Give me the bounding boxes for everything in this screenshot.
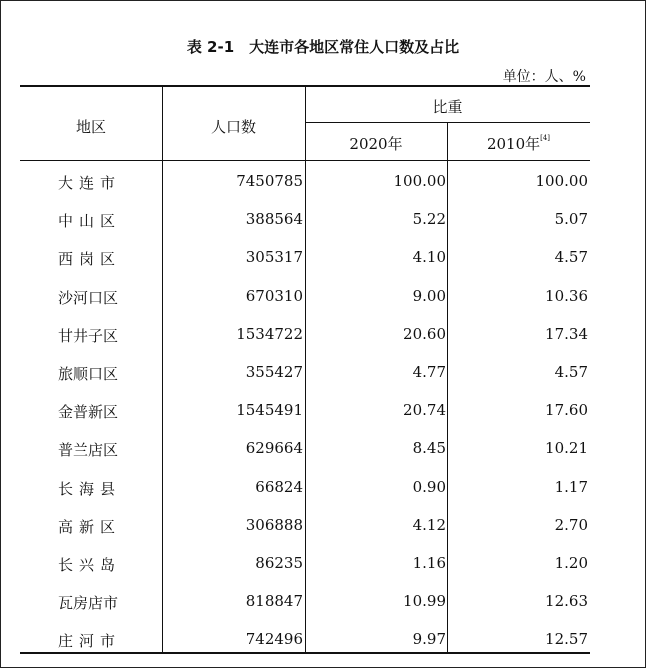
share-2010-cell: 1.20 — [554, 553, 588, 572]
table-row — [20, 621, 590, 659]
share-2020-cell: 1.16 — [412, 553, 446, 572]
table-row — [20, 583, 590, 621]
region-cell: 长兴岛 — [58, 555, 122, 574]
population-cell: 670310 — [245, 286, 303, 305]
table-row — [20, 163, 590, 201]
region-cell: 沙河口区 — [58, 288, 119, 307]
share-2010-cell: 5.07 — [554, 210, 588, 229]
region-cell: 西岗区 — [58, 250, 122, 269]
header-region: 地区 — [75, 118, 106, 136]
share-2020-cell: 10.99 — [403, 592, 446, 611]
population-cell: 7450785 — [236, 172, 303, 190]
header-year-2020: 2020年 — [349, 135, 403, 153]
population-cell: 742496 — [245, 630, 303, 649]
share-2010-cell: 2.70 — [554, 515, 588, 534]
unit-label: 单位：人、% — [502, 69, 586, 85]
table-row — [20, 201, 590, 239]
share-2010-cell: 4.57 — [554, 362, 588, 381]
table-row — [20, 278, 590, 316]
share-2020-cell: 4.12 — [412, 515, 446, 534]
region-cell: 旅顺口区 — [58, 364, 119, 383]
header-year-2010 — [447, 133, 590, 154]
region-cell: 中山区 — [58, 212, 122, 231]
population-cell: 305317 — [245, 248, 303, 267]
population-cell: 306888 — [245, 515, 303, 534]
share-2020-cell: 100.00 — [393, 172, 446, 190]
share-2010-cell: 10.21 — [545, 439, 588, 458]
table-row — [20, 430, 590, 468]
region-cell: 普兰店区 — [58, 441, 119, 460]
share-2020-cell: 5.22 — [412, 210, 446, 229]
share-2020-cell: 9.00 — [412, 286, 446, 305]
share-2010-cell: 17.34 — [545, 324, 588, 343]
share-2010-cell: 12.63 — [545, 592, 588, 611]
region-cell: 长海县 — [58, 479, 122, 498]
share-2020-cell: 8.45 — [412, 439, 446, 458]
table-row — [20, 507, 590, 545]
share-2020-cell: 9.97 — [412, 630, 446, 649]
header-year-2010-label: 2010年 — [486, 135, 541, 153]
population-cell: 1534722 — [236, 324, 303, 343]
share-2020-cell: 20.60 — [403, 324, 446, 343]
region-cell: 瓦房店市 — [58, 594, 119, 613]
share-2010-cell: 1.17 — [554, 477, 588, 496]
share-2010-cell: 10.36 — [545, 286, 588, 305]
share-2010-cell: 17.60 — [545, 401, 588, 420]
region-cell: 甘井子区 — [58, 326, 119, 345]
population-cell: 355427 — [245, 362, 303, 381]
region-cell: 庄河市 — [58, 632, 122, 651]
share-2020-cell: 20.74 — [403, 401, 446, 420]
population-cell: 388564 — [245, 210, 303, 229]
header-population: 人口数 — [210, 118, 256, 136]
share-2020-cell: 4.10 — [412, 248, 446, 267]
share-2010-cell: 4.57 — [554, 248, 588, 267]
population-cell: 1545491 — [236, 401, 303, 420]
table-title: 表 2-1 大连市各地区常住人口数及占比 — [186, 38, 460, 56]
table-body — [20, 163, 590, 659]
table-row — [20, 316, 590, 354]
footnote-marker: [4] — [540, 134, 551, 142]
population-cell: 629664 — [245, 439, 303, 458]
table-row — [20, 392, 590, 430]
share-2010-cell: 12.57 — [545, 630, 588, 649]
table-row — [20, 354, 590, 392]
region-cell: 高新区 — [58, 517, 122, 536]
population-cell: 818847 — [245, 592, 303, 611]
share-2020-cell: 4.77 — [412, 362, 446, 381]
population-cell: 66824 — [255, 477, 303, 496]
population-cell: 86235 — [255, 553, 303, 572]
region-cell: 金普新区 — [58, 403, 119, 422]
table-row — [20, 469, 590, 507]
header-share: 比重 — [432, 98, 463, 116]
share-2010-cell: 100.00 — [535, 172, 588, 190]
region-cell: 大连市 — [58, 174, 122, 192]
table-row — [20, 239, 590, 277]
table-row — [20, 545, 590, 583]
share-2020-cell: 0.90 — [412, 477, 446, 496]
